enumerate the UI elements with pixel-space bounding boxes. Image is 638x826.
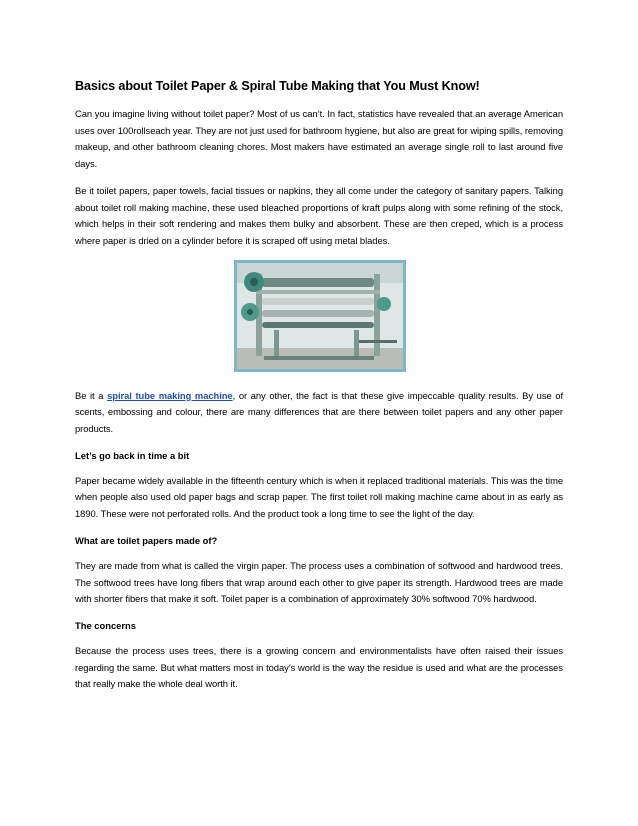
document-page — [75, 78, 563, 703]
history-paragraph: Paper became widely available in the fifteenth century which is when it replaced traditional materials. This was the time when people also used old paper bags and scrap paper. The first toilet roll making machine came about in as early as 1890. These were not perforated rolls. And the product took a long time to see the light of the day. — [75, 474, 563, 520]
concerns-paragraph: Because the process uses trees, there is a growing concern and environmentalists have often raised their issues regarding the same. But what matters most in today’s world is the way the residue is used and what are the processes that really make the whole deal worth it. — [75, 644, 563, 690]
intro-paragraph: Can you imagine living without toilet paper? Most of us can’t. In fact, statistics have revealed that an average American uses over 100rollseach year. They are not just used for bathroom hygiene, but also are great for wiping spills, removing makeup, and other bathroom cleaning chores. Most makers have estimated an average single roll to last around five days. — [75, 108, 563, 170]
machine-photo — [234, 260, 406, 372]
section-heading-history: Let’s go back in time a bit — [75, 449, 190, 461]
materials-paragraph: They are made from what is called the virgin paper. The process uses a combination of softwood and hardwood trees. The softwood trees have long fibers that wrap around each other to give paper its strength. Hardwood trees are made with shorter fibers that make it soft. Toilet paper is a combination of approximately 30% softwood 70% hardwood. — [75, 559, 563, 605]
spiral-tube-making-machine-link[interactable]: spiral tube making machine — [107, 389, 233, 401]
document-title: Basics about Toilet Paper & Spiral Tube Making that You Must Know! — [75, 79, 480, 93]
spiral-tube-paragraph: Be it a spiral tube making machine, or any other, the fact is that these give impeccable quality results. By use of scents, embossing and colour, there are many differences that are there between toilet papers and any other paper products. — [75, 389, 563, 435]
section-heading-concerns: The concerns — [75, 619, 136, 631]
section-heading-materials: What are toilet papers made of? — [75, 534, 218, 546]
sanitary-papers-paragraph: Be it toilet papers, paper towels, facial tissues or napkins, they all come under the category of sanitary papers. Talking about toilet roll making machine, these used bleached proportions of kraft pulps along with some refining of the stock, which helps in their soft rendering and makes them bulky and absorbent. These are then creped, which is a process where paper is dried on a cylinder before it is scraped off using metal blades. — [75, 184, 563, 246]
